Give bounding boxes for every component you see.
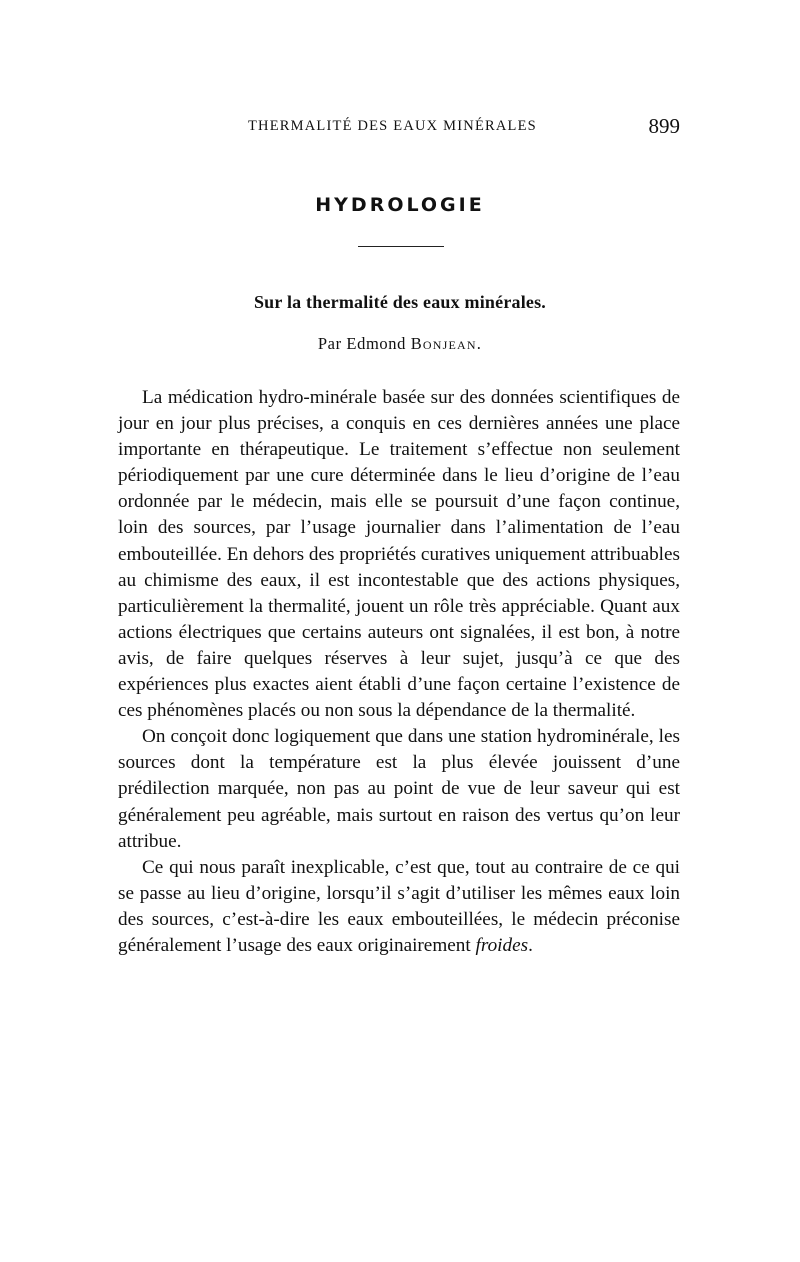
paragraph-text: La médication hydro-minérale basée sur des données scientifiques de jour en jour plus précises, a conquis en ces dernières années une place importante en thérapeutique. Le traitement s’effectue non seulement périodiquement par une cure déterminée dans le lieu d’origine de l’eau ordonnée par le médecin, mais elle se poursuit d’une façon continue, loin des sources, par l’usage journalier dans l’alimentation de l’eau embouteillée. En dehors des propriétés curatives uniquement attribuables au chimisme des eaux, il est incontestable que des actions physiques, particulièrement la thermalité, jouent un rôle très appréciable. Quant aux actions électriques que certains auteurs ont signalées, il est bon, à notre avis, de faire quelques réserves à leur sujet, jusqu’à ce que des expériences plus exactes aient établi d’une façon certaine l’existence de ces phénomènes placés ou non sous la dépendance de la thermalité. [118,387,680,722]
page-number: 899 [648,114,680,138]
author-surname: Bonjean. [410,334,483,353]
paragraph [118,724,680,854]
section-divider [358,246,444,247]
paragraph-text: On conçoit donc logiquement que dans une station hydrominérale, les sources dont la température est la plus élevée jouissent d’une prédilection marquée, non pas au point de vue de leur saveur qui est généralement peu agréable, mais surtout en raison des vertus qu’on leur attribue. [118,726,680,852]
byline [0,334,800,354]
paragraph-end: . [528,934,533,956]
running-header [118,114,680,140]
article-title: Sur la thermalité des eaux minérales. [253,292,547,312]
running-title: THERMALITÉ DES EAUX MINÉRALES [248,118,537,134]
paragraph [118,385,680,724]
section-title: HYDROLOGIE [315,194,485,216]
paragraph [118,855,680,959]
article-body [118,385,680,959]
byline-prefix: Par Edmond [317,334,406,353]
paragraph-text: Ce qui nous paraît inexplicable, c’est que, tout au contraire de ce qui se passe au lieu d’origine, lorsqu’il s’agit d’utiliser les mêmes eaux loin des sources, c’est-à-dire les eaux embouteillées, le médecin préconise généralement l’usage des eaux originairement [118,856,680,956]
emphasis-word: froides [475,934,529,956]
